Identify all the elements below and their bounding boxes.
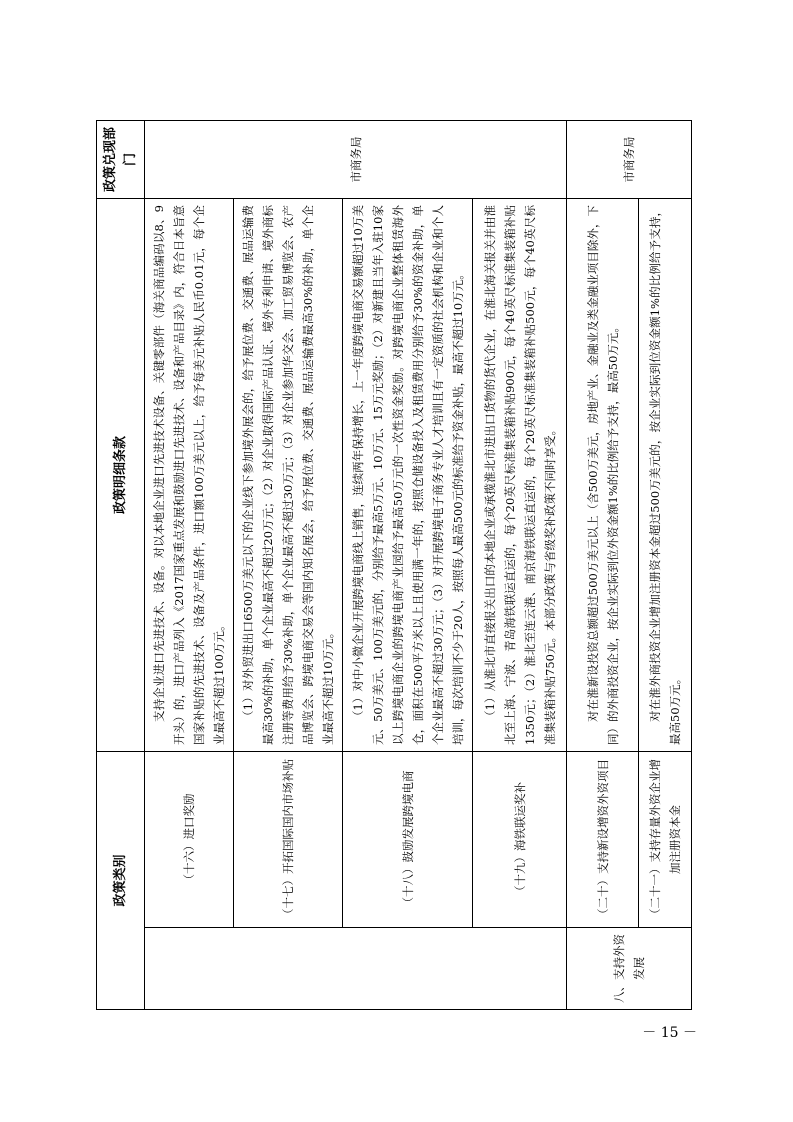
table-row — [473, 121, 567, 1010]
details-text: （1）对中小微企业开展跨境电商线上销售，连续两年保持增长，上一年度跨境电商交易额超过10万美元、50万美元、100万美元的，分别给予最高5万元、10万元、15万元奖励；（2）对新建且当年入驻10家以上跨境电商企业的跨境电商产业园给予最高50万元的一次性资金奖励。对跨境电商企业整体租赁海外仓，面积在500平方米以上且使用满一年的，按照仓储设备投入及租赁费用分别给予30%的资金补助，单个企业最高不超过30万元；（3）对开展跨境电子商务专业人才培训且有一定资质的社会机构和企业和个人培训，每次培训不少于20人，按照每人最高500元的标准给予资金补贴，最高不超过10万元。 — [350, 205, 465, 745]
details-cell — [145, 199, 234, 752]
details-cell — [567, 199, 639, 752]
department-cell: 市商务局 — [567, 121, 692, 199]
subcategory-cell: （十七）开拓国际国内市场补贴 — [233, 751, 342, 927]
category-cell: 八、支持外资发展 — [567, 928, 692, 1010]
subcategory-cell: （十六）进口奖励 — [145, 751, 234, 927]
page-number: － 15 － — [642, 1025, 697, 1041]
subcategory-cell: （十九）海铁联运奖补 — [473, 751, 567, 927]
details-cell — [233, 199, 342, 752]
header-department: 政策兑现部门 — [97, 121, 145, 199]
details-cell — [473, 199, 567, 752]
policy-table — [96, 120, 692, 1010]
category-cell-empty — [145, 928, 567, 1010]
table-row — [638, 121, 691, 1010]
header-category: 政策类别 — [97, 751, 145, 1009]
table-row — [567, 121, 639, 1010]
details-text: （1）从淮北市直接报关出口的本地企业或承揽淮北市进出口货物的货代企业，在淮北海关报关并由淮北至上海、宁波、青岛海铁联运直运的，每个20英尺标准集装箱补贴900元，每个40英尺标准集装箱补贴1350元；（2）淮北至连云港、南京海铁联运直运的，每个20英尺标准集装箱补贴500元，每个40英尺标准集装箱补贴750元。本部分政策与省级奖补政策不同时享受。 — [482, 205, 557, 745]
rotated-table-frame — [96, 120, 692, 1010]
details-cell — [638, 199, 691, 752]
department-cell: 市商务局 — [145, 121, 567, 199]
header-details: 政策明细条款 — [97, 199, 145, 752]
table-row — [343, 121, 473, 1010]
table-row — [233, 121, 342, 1010]
details-text: （1）对外贸进出口6500万美元以下的企业线下参加境外展会的，给予展位费、交通费、展品运输费最高30%的补助，单个企业最高不超过20万元；（2）对企业取得国际产品认证、境外专利申请、境外商标注册等费用给予30%补助，单个企业最高不超过30万元；（3）对企业参加华交会、加工贸易博览会、农产品博览会、跨境电商交易会等国内知名展会，给予展位费、交通费、展品运输费最高30%的补助，单个企业最高不超过10万元。 — [241, 205, 336, 745]
table-header-row — [97, 121, 145, 1010]
details-text: 支持企业进口先进技术、设备。对以本地企业进口先进技术设备、关键零部件（海关商品编码以8、9开头）的，进口产品列入《2017国家重点发展和鼓励进口先进技术、设备和产品目录》内，符合日本旨意国家补贴的先进技术、设备及产品条件，进口额100万美元以上，给予每美元补贴人民币0.01元，每个企业最高不超过100万元。 — [152, 205, 227, 745]
table-row — [145, 121, 234, 1010]
details-text: 对在淮外商投资企业增加注册资本金超过500万美元的，按企业实际到位资金额1%的比例给予支持，最高50万元。 — [647, 205, 682, 745]
details-text: 对在淮新设投资总额超过500万美元以上（含500万美元，房地产业、金融业及类金融业项目除外，下同）的外商投资企业，按企业实际到位外资金额1%的比例给予支持，最高50万元。 — [585, 205, 620, 745]
rotated-table-content — [96, 120, 692, 1010]
details-cell — [343, 199, 473, 752]
subcategory-cell: （十八）鼓励发展跨境电商 — [343, 751, 473, 927]
subcategory-cell: （二十）支持新设增资外资项目 — [567, 751, 639, 927]
subcategory-cell: （二十一）支持存量外资企业增加注册资本金 — [638, 751, 691, 927]
